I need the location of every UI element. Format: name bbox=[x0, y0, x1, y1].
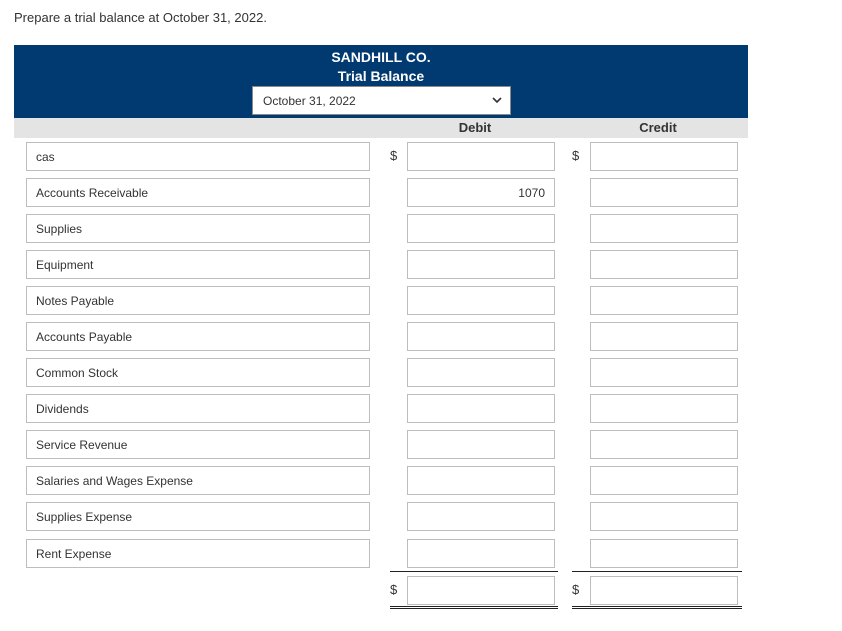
account-name-input[interactable]: Service Revenue bbox=[26, 430, 370, 459]
total-debit-input[interactable] bbox=[407, 576, 555, 605]
table-row bbox=[0, 250, 842, 286]
credit-dollar-sign: $ bbox=[572, 148, 580, 163]
credit-amount-input[interactable] bbox=[590, 322, 738, 351]
credit-amount-input[interactable] bbox=[590, 286, 738, 315]
debit-double-underline bbox=[390, 606, 558, 609]
debit-amount-input[interactable]: 1070 bbox=[407, 178, 555, 207]
debit-amount-input[interactable] bbox=[407, 539, 555, 568]
totals-debit-dollar-sign: $ bbox=[390, 582, 398, 597]
debit-amount-input[interactable] bbox=[407, 466, 555, 495]
debit-amount-input[interactable] bbox=[407, 286, 555, 315]
company-name: SANDHILL CO. bbox=[331, 49, 431, 65]
table-row bbox=[0, 394, 842, 430]
table-row bbox=[0, 466, 842, 502]
table-row bbox=[0, 539, 842, 575]
account-name-input[interactable]: Common Stock bbox=[26, 358, 370, 387]
table-row bbox=[0, 358, 842, 394]
debit-amount-input[interactable] bbox=[407, 250, 555, 279]
debit-column-header: Debit bbox=[458, 120, 492, 135]
debit-dollar-sign: $ bbox=[390, 148, 398, 163]
statement-header bbox=[14, 45, 748, 118]
debit-amount-input[interactable] bbox=[407, 430, 555, 459]
account-name-input[interactable]: Accounts Receivable bbox=[26, 178, 370, 207]
table-row bbox=[0, 322, 842, 358]
account-name-input[interactable]: cas bbox=[26, 142, 370, 171]
credit-double-underline bbox=[572, 606, 742, 609]
debit-amount-input[interactable] bbox=[407, 502, 555, 531]
account-name-input[interactable]: Equipment bbox=[26, 250, 370, 279]
debit-amount-input[interactable] bbox=[407, 322, 555, 351]
credit-amount-input[interactable] bbox=[590, 466, 738, 495]
account-name-input[interactable]: Dividends bbox=[26, 394, 370, 423]
table-row bbox=[0, 430, 842, 466]
credit-column-header: Credit bbox=[639, 120, 677, 135]
debit-amount-input[interactable] bbox=[407, 358, 555, 387]
debit-amount-input[interactable] bbox=[407, 394, 555, 423]
debit-amount-input[interactable] bbox=[407, 214, 555, 243]
credit-amount-input[interactable] bbox=[590, 394, 738, 423]
table-row bbox=[0, 286, 842, 322]
account-name-input[interactable]: Notes Payable bbox=[26, 286, 370, 315]
total-credit-input[interactable] bbox=[590, 576, 738, 605]
account-name-input[interactable]: Supplies Expense bbox=[26, 502, 370, 531]
table-row bbox=[0, 502, 842, 538]
debit-total-rule bbox=[390, 571, 558, 572]
account-name-input[interactable]: Salaries and Wages Expense bbox=[26, 466, 370, 495]
account-name-input[interactable]: Rent Expense bbox=[26, 539, 370, 568]
credit-amount-input[interactable] bbox=[590, 430, 738, 459]
credit-amount-input[interactable] bbox=[590, 358, 738, 387]
credit-amount-input[interactable] bbox=[590, 178, 738, 207]
credit-amount-input[interactable] bbox=[590, 250, 738, 279]
column-header-bar bbox=[14, 118, 748, 138]
credit-amount-input[interactable] bbox=[590, 539, 738, 568]
date-dropdown-value: October 31, 2022 bbox=[263, 94, 356, 108]
credit-amount-input[interactable] bbox=[590, 502, 738, 531]
credit-amount-input[interactable] bbox=[590, 142, 738, 171]
credit-amount-input[interactable] bbox=[590, 214, 738, 243]
table-row bbox=[0, 214, 842, 250]
chevron-down-icon bbox=[492, 93, 502, 107]
account-name-input[interactable]: Supplies bbox=[26, 214, 370, 243]
debit-amount-input[interactable] bbox=[407, 142, 555, 171]
table-row bbox=[0, 142, 842, 178]
report-title: Trial Balance bbox=[337, 68, 425, 84]
date-dropdown[interactable] bbox=[252, 86, 511, 115]
account-name-input[interactable]: Accounts Payable bbox=[26, 322, 370, 351]
credit-total-rule bbox=[572, 571, 742, 572]
table-row bbox=[0, 178, 842, 214]
totals-credit-dollar-sign: $ bbox=[572, 582, 580, 597]
instruction-text: Prepare a trial balance at October 31, 2022. bbox=[14, 10, 267, 25]
